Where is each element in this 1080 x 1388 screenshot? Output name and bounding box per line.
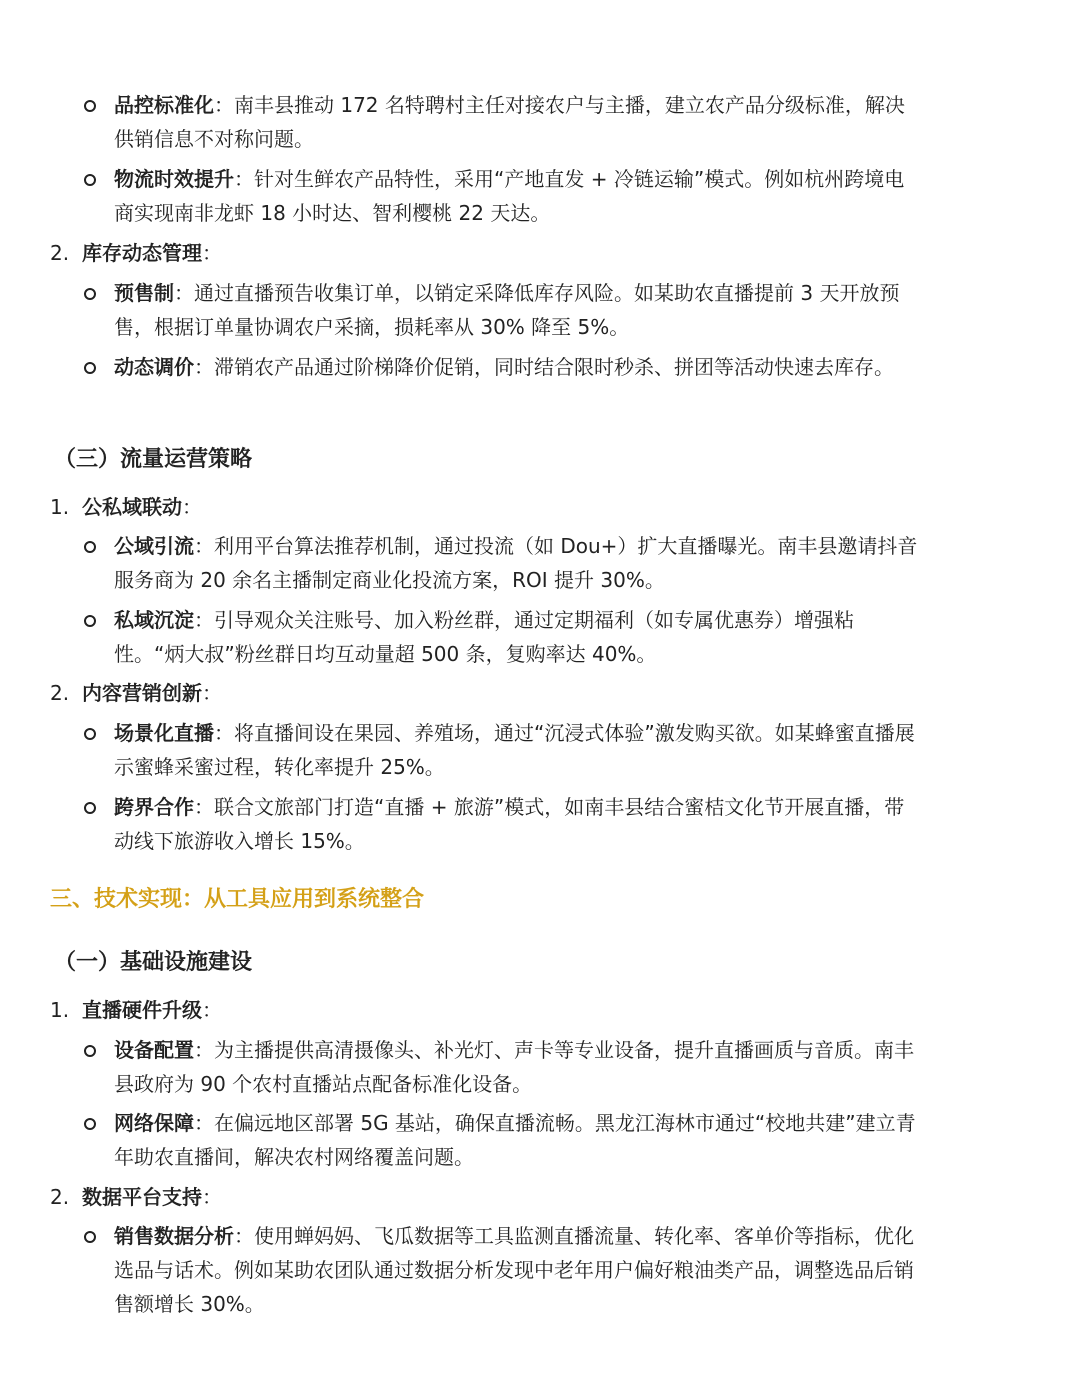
bullet-label: 私域沉淀 [114,608,194,632]
numbered-item-hardware [50,993,222,1027]
item-text: ： [202,998,222,1022]
bullet-label: 动态调价 [114,355,194,379]
item-text: ： [182,495,202,519]
numbered-item-data-platform [50,1180,222,1214]
bullet-label: 物流时效提升 [114,167,234,191]
item-label: 库存动态管理 [82,241,202,265]
numbered-item-inventory [50,236,222,270]
bullet-text: ：引导观众关注账号、加入粉丝群，通过定期福利（如专属优惠券）增强粘性。“炳大叔”粉丝群日均互动量超 500 条，复购率达 40%。 [114,608,854,666]
numbered-item-content-marketing [50,676,222,710]
bullet-text: ：将直播间设在果园、养殖场，通过“沉浸式体验”激发购买欲。如某蜂蜜直播展示蜜蜂采蜜过程，转化率提升 25%。 [114,721,915,779]
traffic-strategy-heading: （三）流量运营策略 [54,447,253,472]
bullet-crossover [84,790,924,858]
bullet-label: 预售制 [114,281,174,305]
bullet-circle-icon [84,728,96,740]
item-text: ： [202,241,222,265]
bullet-text: ：滞销农产品通过阶梯降价促销，同时结合限时秒杀、拼团等活动快速去库存。 [194,355,894,379]
bullet-quality-standardization [84,88,924,156]
bullet-circle-icon [84,1118,96,1130]
bullet-circle-icon [84,288,96,300]
bullet-logistics [84,162,924,230]
bullet-text: ：通过直播预告收集订单，以销定采降低库存风险。如某助农直播提前 3 天开放预售，根据订单量协调农户采摘，损耗率从 30% 降至 5%。 [114,281,900,339]
bullet-text: ：利用平台算法推荐机制，通过投流（如 Dou+）扩大直播曝光。南丰县邀请抖音服务商为 20 余名主播制定商业化投流方案，ROI 提升 30%。 [114,534,918,592]
item-text: ： [202,681,222,705]
item-number: 1. [50,495,70,519]
bullet-text: ：使用蝉妈妈、飞瓜数据等工具监测直播流量、转化率、客单价等指标，优化选品与话术。例如某助农团队通过数据分析发现中老年用户偏好粮油类产品，调整选品后销售额增长 30%。 [114,1224,914,1316]
bullet-circle-icon [84,1231,96,1243]
bullet-dynamic-pricing [84,350,924,384]
bullet-label: 销售数据分析 [114,1224,234,1248]
bullet-label: 公域引流 [114,534,194,558]
item-number: 2. [50,241,70,265]
item-label: 内容营销创新 [82,681,202,705]
bullet-equipment [84,1033,924,1101]
item-number: 2. [50,681,70,705]
bullet-circle-icon [84,615,96,627]
bullet-sales-analysis [84,1219,924,1321]
bullet-presale [84,276,924,344]
bullet-scene-live [84,716,924,784]
bullet-label: 设备配置 [114,1038,194,1062]
numbered-item-public-private [50,490,202,524]
bullet-private-traffic [84,603,924,671]
item-text: ： [202,1185,222,1209]
bullet-label: 跨界合作 [114,795,194,819]
bullet-network [84,1106,924,1174]
item-number: 2. [50,1185,70,1209]
bullet-label: 网络保障 [114,1111,194,1135]
bullet-label: 场景化直播 [114,721,214,745]
bullet-text: ：针对生鲜农产品特性，采用“产地直发 + 冷链运输”模式。例如杭州跨境电商实现南非龙虾 18 小时达、智利樱桃 22 天达。 [114,167,905,225]
bullet-circle-icon [84,100,96,112]
section-three-heading: 三、技术实现：从工具应用到系统整合 [50,887,425,912]
bullet-circle-icon [84,174,96,186]
bullet-label: 品控标准化 [114,93,214,117]
bullet-circle-icon [84,362,96,374]
bullet-text: ：联合文旅部门打造“直播 + 旅游”模式，如南丰县结合蜜桔文化节开展直播，带动线下旅游收入增长 15%。 [114,795,905,853]
bullet-circle-icon [84,541,96,553]
bullet-text: ：为主播提供高清摄像头、补光灯、声卡等专业设备，提升直播画质与音质。南丰县政府为 90 个农村直播站点配备标准化设备。 [114,1038,914,1096]
item-label: 数据平台支持 [82,1185,202,1209]
item-label: 公私域联动 [82,495,182,519]
bullet-text: ：在偏远地区部署 5G 基站，确保直播流畅。黑龙江海林市通过“校地共建”建立青年助农直播间，解决农村网络覆盖问题。 [114,1111,916,1169]
bullet-public-traffic [84,529,924,597]
item-label: 直播硬件升级 [82,998,202,1022]
infrastructure-heading: （一）基础设施建设 [54,950,253,975]
item-number: 1. [50,998,70,1022]
bullet-text: ：南丰县推动 172 名特聘村主任对接农户与主播，建立农产品分级标准，解决供销信息不对称问题。 [114,93,905,151]
bullet-circle-icon [84,802,96,814]
bullet-circle-icon [84,1045,96,1057]
